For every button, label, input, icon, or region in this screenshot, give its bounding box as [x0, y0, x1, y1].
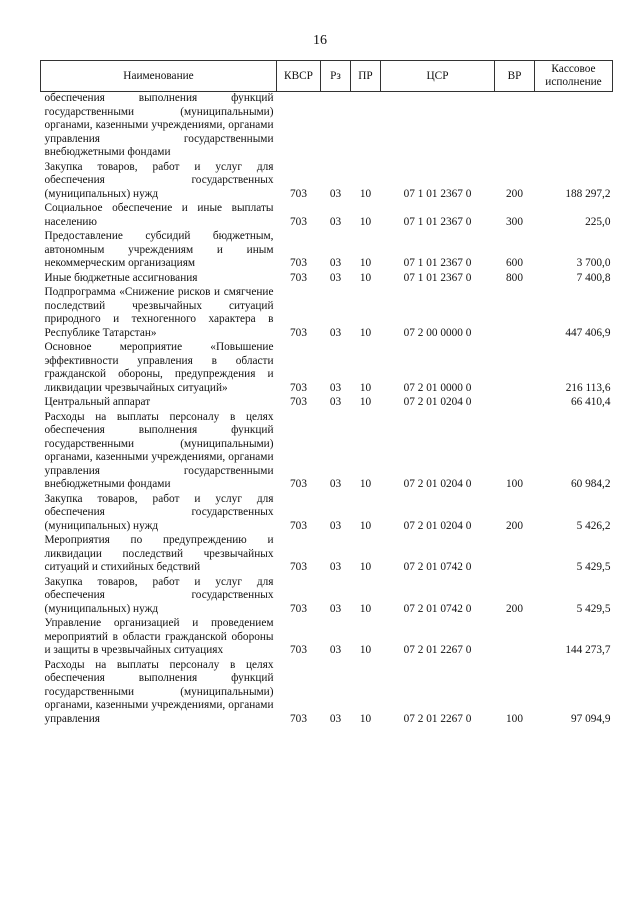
cell-rz: 03: [329, 326, 342, 339]
cell-vr: 200: [506, 602, 523, 615]
table-row: [41, 286, 613, 341]
table-row: [41, 411, 613, 493]
cell-kvsr: 703: [290, 326, 307, 339]
cell-kvsr: 703: [290, 215, 307, 228]
cell-name: Закупка товаров, работ и услуг для обеспечения государственных (муниципальных) нужд: [44, 160, 274, 200]
cell-amount: 3 700,0: [576, 257, 611, 269]
cell-name: Мероприятия по предупреждению и ликвидации последствий чрезвычайных ситуаций и стихийных бедствий: [44, 534, 274, 573]
header-rz: Рз: [321, 61, 351, 92]
cell-csr: [381, 92, 495, 161]
table-row: [41, 202, 613, 230]
page-number: 16: [313, 33, 327, 48]
cell-kvsr: 703: [290, 381, 307, 394]
cell-amount: 188 297,2: [565, 187, 611, 200]
table-body: [41, 92, 613, 728]
table-row: [41, 92, 613, 161]
cell-amount: 225,0: [585, 215, 611, 228]
cell-csr: 07 2 01 0742 0: [403, 602, 472, 615]
cell-pr: 10: [359, 478, 372, 490]
cell-csr: 07 1 01 2367 0: [403, 215, 472, 228]
cell-vr: [495, 617, 535, 659]
table-row: [41, 272, 613, 287]
cell-csr: 07 2 01 2267 0: [403, 644, 472, 656]
cell-pr: 10: [359, 215, 372, 228]
cell-name: Иные бюджетные ассигнования: [44, 271, 198, 284]
cell-csr: 07 2 01 0204 0: [403, 478, 472, 490]
table-row: [41, 534, 613, 576]
table-row: [41, 341, 613, 396]
header-vr: ВР: [495, 61, 535, 92]
cell-vr: [495, 534, 535, 576]
cell-pr: 10: [359, 712, 372, 725]
table-header-row: [41, 61, 613, 92]
header-kvsr: КВСР: [277, 61, 321, 92]
cell-rz: 03: [329, 396, 342, 408]
cell-amount: [535, 92, 613, 161]
table-row: [41, 576, 613, 618]
cell-name: Центральный аппарат: [44, 396, 151, 408]
cell-rz: 03: [329, 257, 342, 269]
cell-vr: 600: [506, 257, 523, 269]
cell-pr: 10: [359, 271, 372, 284]
cell-kvsr: 703: [290, 519, 307, 532]
table-row: [41, 396, 613, 411]
cell-kvsr: 703: [290, 478, 307, 490]
header-csr: ЦСР: [381, 61, 495, 92]
cell-pr: 10: [359, 326, 372, 339]
cell-rz: 03: [329, 519, 342, 532]
cell-pr: 10: [359, 644, 372, 656]
cell-csr: 07 1 01 2367 0: [403, 187, 472, 200]
cell-name: Управление организацией и проведением мероприятий в области гражданской обороны и защиты в чрезвычайных ситуациях: [44, 617, 274, 656]
cell-rz: 03: [329, 187, 342, 200]
cell-csr: 07 2 01 0204 0: [403, 396, 472, 408]
cell-vr: 200: [506, 187, 523, 200]
cell-amount: 144 273,7: [565, 644, 611, 656]
cell-kvsr: 703: [290, 187, 307, 200]
cell-amount: 216 113,6: [565, 381, 611, 394]
cell-rz: [321, 92, 351, 161]
cell-amount: 5 429,5: [576, 561, 611, 573]
table-row: [41, 230, 613, 272]
cell-csr: 07 2 01 2267 0: [403, 712, 472, 725]
cell-name: Социальное обеспечение и иные выплаты населению: [44, 202, 274, 228]
cell-rz: 03: [329, 602, 342, 615]
cell-name: Закупка товаров, работ и услуг для обеспечения государственных (муниципальных) нужд: [44, 492, 274, 532]
cell-kvsr: 703: [290, 602, 307, 615]
cell-pr: 10: [359, 602, 372, 615]
cell-amount: 60 984,2: [570, 478, 611, 490]
cell-pr: 10: [359, 257, 372, 269]
cell-vr: [495, 396, 535, 411]
cell-csr: 07 2 01 0742 0: [403, 561, 472, 573]
header-name: Наименование: [41, 61, 277, 92]
table-row: [41, 161, 613, 203]
header-pr: ПР: [351, 61, 381, 92]
header-amount: Кассовое исполнение: [535, 61, 613, 92]
cell-rz: 03: [329, 478, 342, 490]
cell-vr: [495, 341, 535, 396]
table-row: [41, 617, 613, 659]
cell-amount: 5 426,2: [576, 519, 611, 532]
cell-rz: 03: [329, 644, 342, 656]
cell-pr: 10: [359, 381, 372, 394]
cell-csr: 07 2 01 0000 0: [403, 381, 472, 394]
table-row: [41, 659, 613, 728]
cell-rz: 03: [329, 381, 342, 394]
cell-pr: [351, 92, 381, 161]
cell-vr: 800: [506, 271, 523, 284]
cell-kvsr: 703: [290, 644, 307, 656]
cell-csr: 07 1 01 2367 0: [403, 271, 472, 284]
cell-kvsr: 703: [290, 271, 307, 284]
cell-kvsr: 703: [290, 561, 307, 573]
cell-rz: 03: [329, 271, 342, 284]
cell-amount: 66 410,4: [570, 396, 611, 408]
cell-vr: 200: [506, 519, 523, 532]
cell-amount: 97 094,9: [570, 712, 611, 725]
cell-pr: 10: [359, 187, 372, 200]
table-row: [41, 493, 613, 535]
cell-name: Предоставление субсидий бюджетным, автономным учреждениям и иным некоммерческим организациям: [44, 230, 274, 269]
cell-csr: 07 2 01 0204 0: [403, 519, 472, 532]
cell-name: обеспечения выполнения функций государственными (муниципальными) органами, казенными учреждениями, органами управления государственными внебюджетными фондами: [44, 92, 274, 158]
cell-vr: 100: [506, 478, 523, 490]
cell-name: Основное мероприятие «Повышение эффективности управления в области гражданской обороны, предупреждения и ликвидации чрезвычайных ситуаций»: [44, 341, 274, 394]
cell-rz: 03: [329, 561, 342, 573]
cell-pr: 10: [359, 396, 372, 408]
cell-rz: 03: [329, 712, 342, 725]
cell-amount: 447 406,9: [565, 326, 611, 339]
cell-name: Закупка товаров, работ и услуг для обеспечения государственных (муниципальных) нужд: [44, 575, 274, 615]
cell-name: Расходы на выплаты персоналу в целях обеспечения выполнения функций государственными (муниципальными) органами, казенными учреждениями, органами управления: [44, 658, 274, 725]
cell-kvsr: 703: [290, 396, 307, 408]
cell-vr: [495, 92, 535, 161]
cell-csr: 07 1 01 2367 0: [403, 257, 472, 269]
cell-pr: 10: [359, 561, 372, 573]
cell-rz: 03: [329, 215, 342, 228]
cell-vr: 300: [506, 215, 523, 228]
cell-pr: 10: [359, 519, 372, 532]
cell-kvsr: 703: [290, 712, 307, 725]
cell-kvsr: [277, 92, 321, 161]
budget-table: [40, 60, 613, 727]
cell-name: Расходы на выплаты персоналу в целях обеспечения выполнения функций государственными (муниципальными) органами, казенными учреждениями, органами управления государственными внебюджетными фондами: [44, 410, 274, 490]
cell-amount: 5 429,5: [576, 602, 611, 615]
cell-csr: 07 2 00 0000 0: [403, 326, 472, 339]
cell-amount: 7 400,8: [576, 271, 611, 284]
cell-name: Подпрограмма «Снижение рисков и смягчение последствий чрезвычайных ситуаций природного и техногенного характера в Республике Татарстан»: [44, 286, 274, 339]
cell-kvsr: 703: [290, 257, 307, 269]
cell-vr: 100: [506, 712, 523, 725]
cell-vr: [495, 286, 535, 341]
